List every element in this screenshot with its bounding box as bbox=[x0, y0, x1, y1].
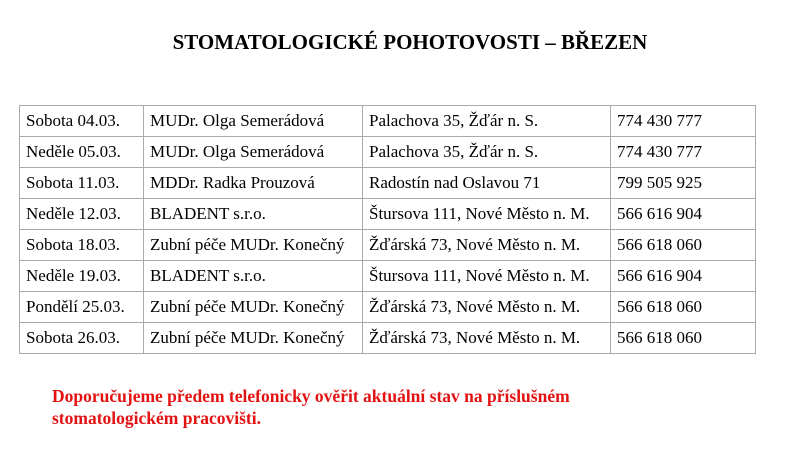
address-cell: Žďárská 73, Nové Město n. M. bbox=[363, 230, 611, 261]
phone-cell: 774 430 777 bbox=[611, 137, 756, 168]
table-row bbox=[20, 323, 756, 354]
address-cell: Palachova 35, Žďár n. S. bbox=[363, 106, 611, 137]
day-cell: Neděle 19.03. bbox=[20, 261, 144, 292]
phone-cell: 566 616 904 bbox=[611, 199, 756, 230]
address-cell: Žďárská 73, Nové Město n. M. bbox=[363, 292, 611, 323]
address-cell: Štursova 111, Nové Město n. M. bbox=[363, 199, 611, 230]
provider-cell: MDDr. Radka Prouzová bbox=[144, 168, 363, 199]
day-cell: Sobota 11.03. bbox=[20, 168, 144, 199]
page-title: STOMATOLOGICKÉ POHOTOVOSTI – BŘEZEN bbox=[172, 30, 648, 54]
table-row bbox=[20, 199, 756, 230]
emergency-schedule-table bbox=[19, 105, 756, 354]
day-cell: Pondělí 25.03. bbox=[20, 292, 144, 323]
phone-cell: 566 618 060 bbox=[611, 323, 756, 354]
address-cell: Radostín nad Oslavou 71 bbox=[363, 168, 611, 199]
provider-cell: Zubní péče MUDr. Konečný bbox=[144, 323, 363, 354]
provider-cell: BLADENT s.r.o. bbox=[144, 261, 363, 292]
table-row bbox=[20, 230, 756, 261]
table-row bbox=[20, 261, 756, 292]
table-row bbox=[20, 292, 756, 323]
day-cell: Neděle 12.03. bbox=[20, 199, 144, 230]
provider-cell: Zubní péče MUDr. Konečný bbox=[144, 230, 363, 261]
provider-cell: MUDr. Olga Semerádová bbox=[144, 137, 363, 168]
provider-cell: BLADENT s.r.o. bbox=[144, 199, 363, 230]
address-cell: Palachova 35, Žďár n. S. bbox=[363, 137, 611, 168]
phone-cell: 566 616 904 bbox=[611, 261, 756, 292]
verification-note bbox=[52, 385, 752, 429]
day-cell: Neděle 05.03. bbox=[20, 137, 144, 168]
table-row bbox=[20, 137, 756, 168]
table-row bbox=[20, 106, 756, 137]
phone-cell: 566 618 060 bbox=[611, 292, 756, 323]
provider-cell: Zubní péče MUDr. Konečný bbox=[144, 292, 363, 323]
day-cell: Sobota 04.03. bbox=[20, 106, 144, 137]
address-cell: Žďárská 73, Nové Město n. M. bbox=[363, 323, 611, 354]
note-line-2: stomatologickém pracovišti. bbox=[52, 408, 261, 428]
day-cell: Sobota 18.03. bbox=[20, 230, 144, 261]
address-cell: Štursova 111, Nové Město n. M. bbox=[363, 261, 611, 292]
provider-cell: MUDr. Olga Semerádová bbox=[144, 106, 363, 137]
phone-cell: 799 505 925 bbox=[611, 168, 756, 199]
note-line-1: Doporučujeme předem telefonicky ověřit aktuální stav na příslušném bbox=[52, 386, 570, 406]
phone-cell: 566 618 060 bbox=[611, 230, 756, 261]
day-cell: Sobota 26.03. bbox=[20, 323, 144, 354]
phone-cell: 774 430 777 bbox=[611, 106, 756, 137]
table-row bbox=[20, 168, 756, 199]
